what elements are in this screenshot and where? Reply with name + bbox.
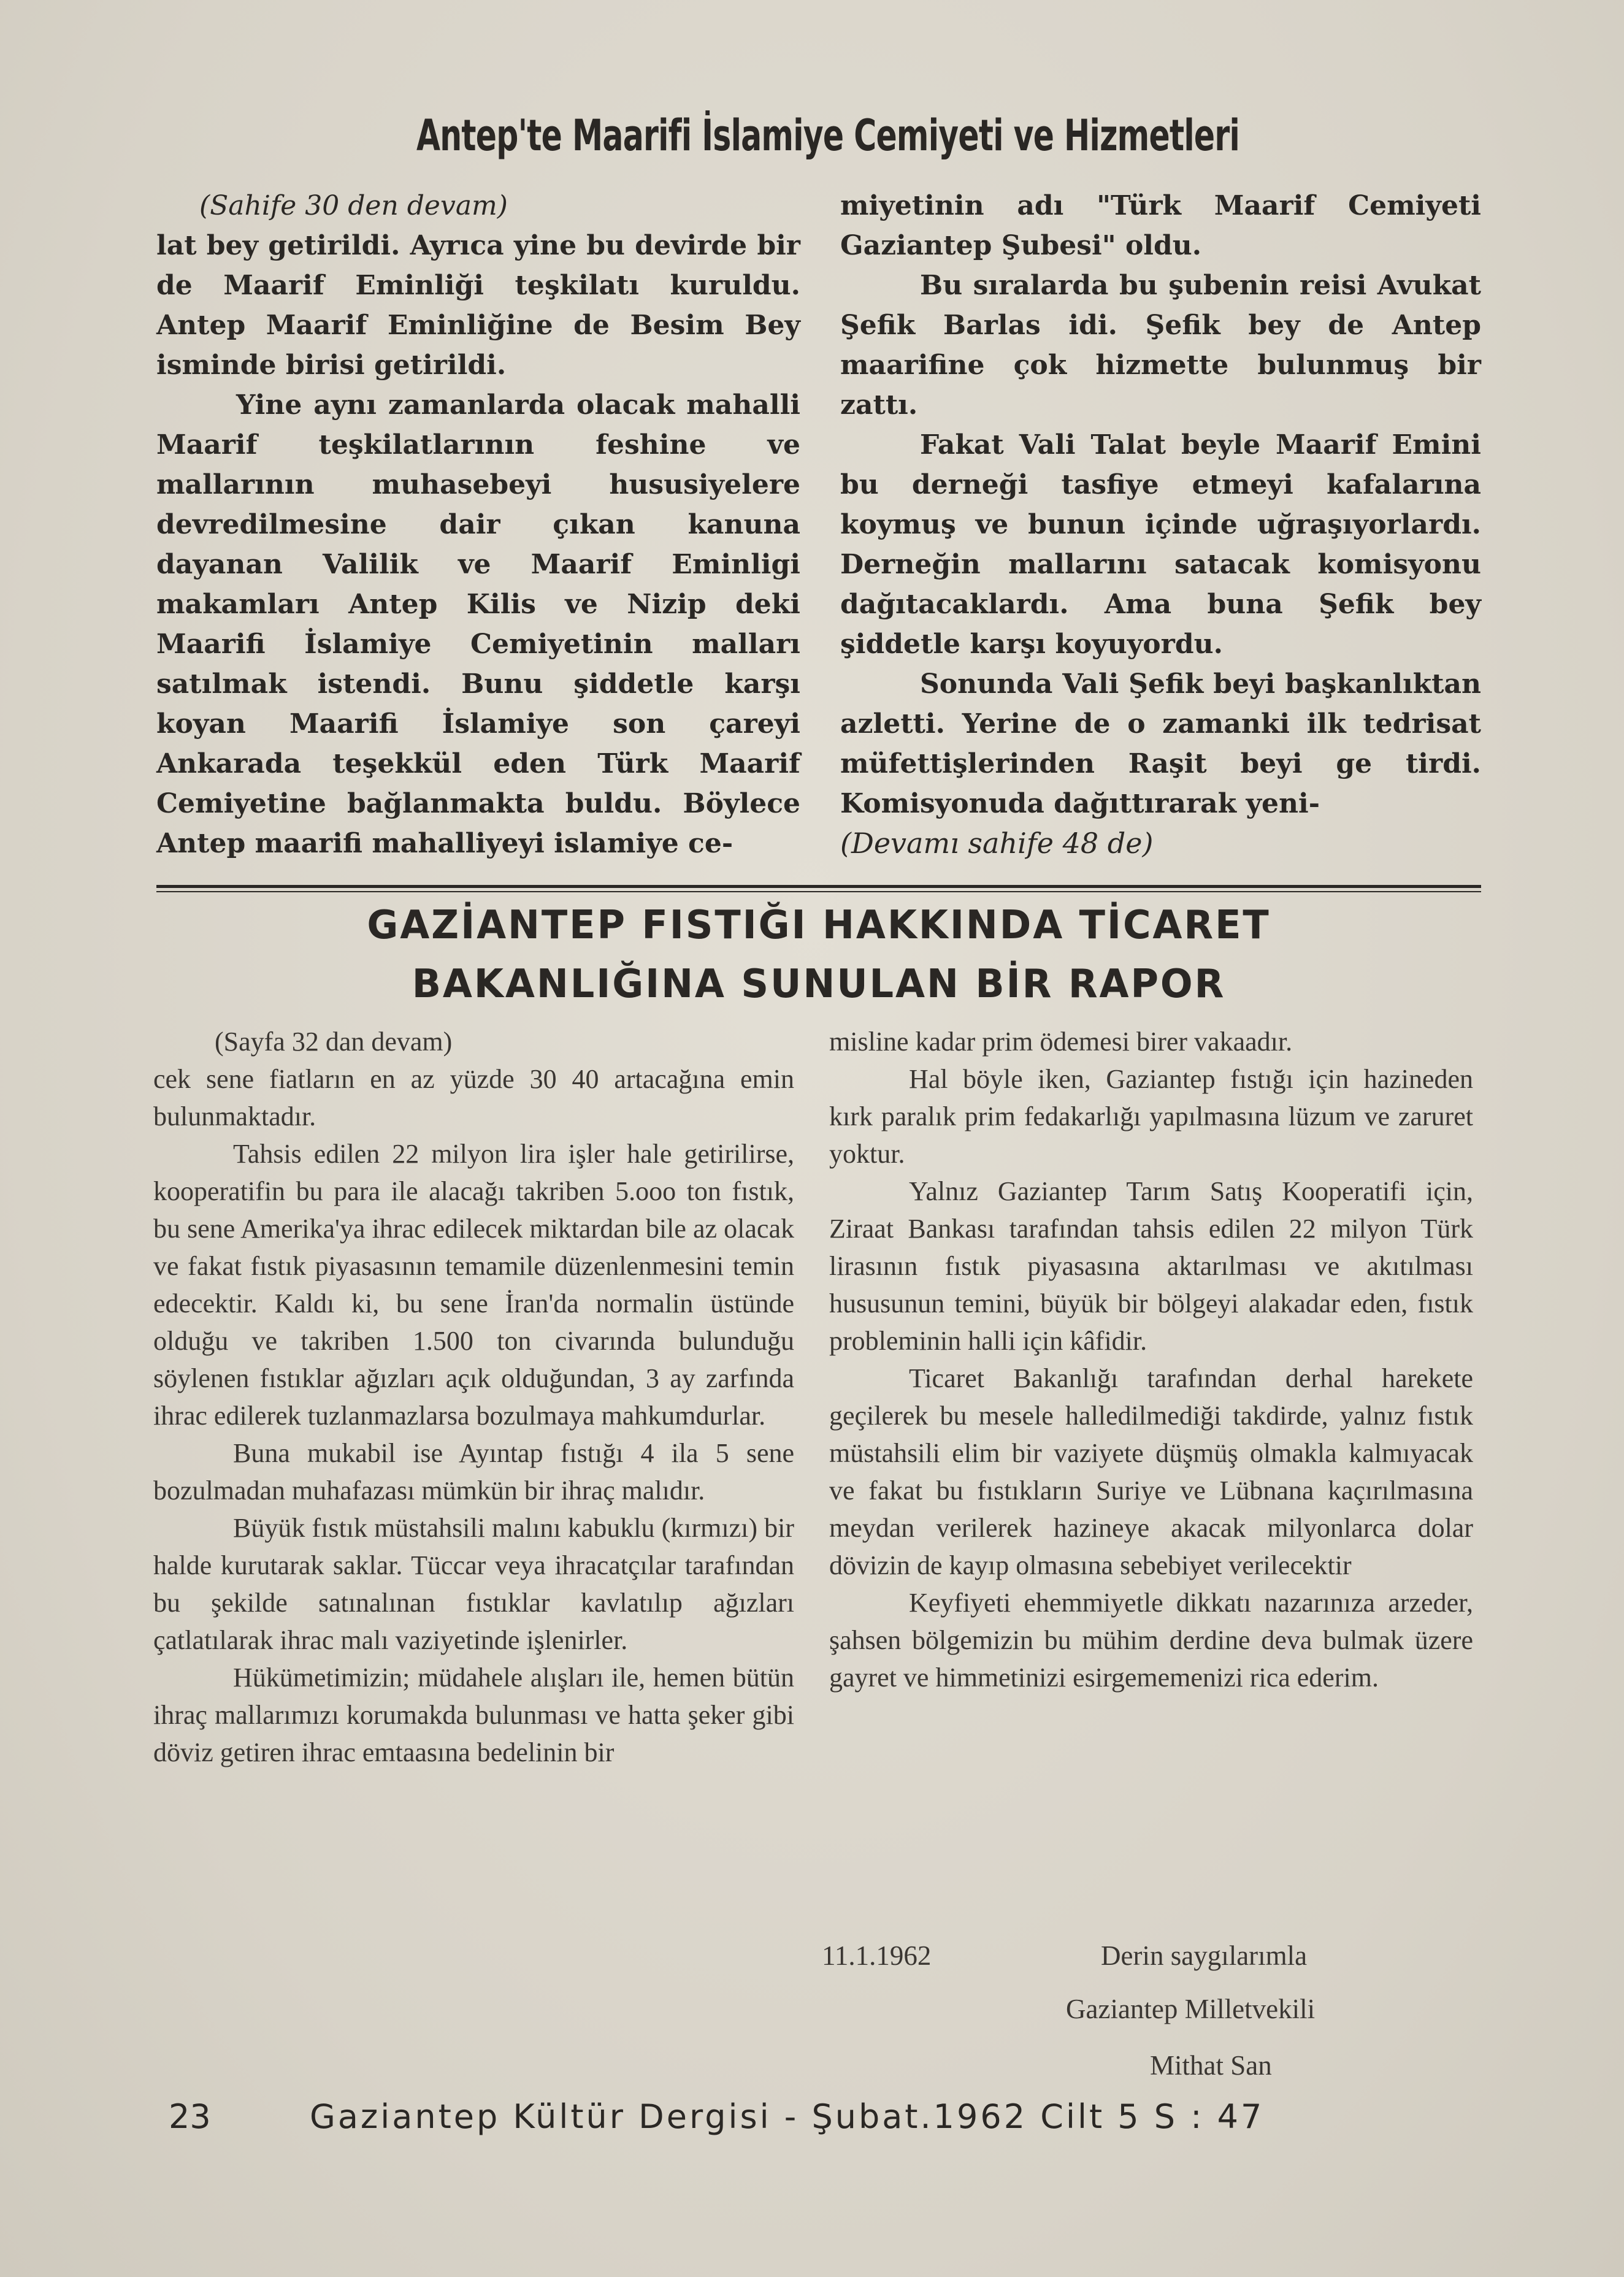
article2-paragraph: Tahsis edilen 22 milyon lira işler hale getirilirse, kooperatifin bu para ile alacağı takriben 5.ooo ton fıstık, bu sene Amerika'ya ihrac edilecek miktardan bile az olacak ve fakat fıstık piyasasının temamile düzenlenmesini temin edecektir. Kaldı ki, bu sene İran'da normalin üstünde olduğu ve takriben 1.500 ton civarında bulunduğu söylenen fıstıklar ağızları açık olduğundan, 3 ay zarfında ihrac edilerek tuzlanmazlarsa bozulmaya mahkumdurlar. <box>153 1139 794 1431</box>
section-divider <box>156 885 1481 888</box>
article2-paragraph: misline kadar prim ödemesi birer vakaadır. <box>829 1027 1293 1057</box>
article1-paragraph: Fakat Vali Talat beyle Maarif Emini bu derneği tasfiye etmeyi kafalarına koymuş ve bunun içinde uğraşıyorlardı. Derneğin mallarını satacak komisyonu dağıtacaklardı. Ama buna Şefik bey şiddetle karşı koyuyordu. <box>840 429 1481 660</box>
footer-text: Gaziantep Kültür Dergisi - Şubat.1962 Cilt 5 S : 47 <box>310 2097 1265 2136</box>
article2-continued-from: (Sayfa 32 dan devam) <box>215 1027 453 1057</box>
page-number: 23 <box>169 2097 211 2136</box>
article1-paragraph: Bu sıralarda bu şubenin reisi Avukat Şefik Barlas idi. Şefik bey de Antep maarifine çok hizmette bulunmuş bir zattı. <box>840 270 1481 421</box>
article2-title-line2: BAKANLIĞINA SUNULAN BİR RAPOR <box>412 962 1226 1007</box>
article2-paragraph: Hal böyle iken, Gaziantep fıstığı için hazineden kırk paralık prim fedakarlığı yapılmasına lüzum ve zaruret yoktur. <box>829 1064 1473 1169</box>
article2-paragraph: Ticaret Bakanlığı tarafından derhal harekete geçilerek bu mesele halledilmediği takdirde, yalnız fıstık müstahsili elim bir vaziyete düşmüş olmakla kalmıyacak ve fakat bu fıstıkların Suriye ve Lübnana kaçırılmasına meydan verilerek hazineye akacak milyonlarca dolar dövizin de kayıp olmasına sebebiyet verilecektir <box>829 1363 1473 1580</box>
article2-left-column <box>153 1023 794 1771</box>
article1-right-column <box>840 186 1481 863</box>
article2-paragraph: Yalnız Gaziantep Tarım Satış Kooperatifi için, Ziraat Bankası tarafından tahsis edilen 22 milyon Türk lirasının fıstık piyasasına aktarılması ve akıtılması hususunun temini, büyük bir bölgeyi alakadar eden, fıstık probleminin halli için kâfidir. <box>829 1176 1473 1356</box>
article1-continued-to: (Devamı sahife 48 de) <box>840 827 1154 860</box>
article2-paragraph: Büyük fıstık müstahsili malını kabuklu (kırmızı) bir halde kurutarak saklar. Tüccar veya ihracatçılar tarafından bu şekilde satınalınan fıstıklar kavlatılıp ağızları çatlatılarak ihrac malı vaziyetinde işlenirler. <box>153 1513 794 1655</box>
article2-title-line1: GAZİANTEP FISTIĞI HAKKINDA TİCARET <box>367 903 1271 948</box>
article1-paragraph: Yine aynı zamanlarda olacak mahalli Maarif teşkilatlarının feshine ve mallarının muhasebeyi hususiyelere devredilmesine dair çıkan kanuna dayanan Valilik ve Maarif Eminligi makamları Antep Kilis ve Nizip deki Maarifi İslamiye Cemiyetinin malları satılmak istendi. Bunu şiddetle karşı koyan Maarifi İslamiye son çareyi Ankarada teşekkül eden Türk Maarif Cemiyetine bağlanmakta buldu. Böylece Antep maarifi mahalliyeyi islamiye ce- <box>156 389 800 859</box>
article2-paragraph: Hükümetimizin; müdahele alışları ile, hemen bütün ihraç mallarımızı korumakda bulunması ve hatta şeker gibi döviz getiren ihrac emtaasına bedelinin bir <box>153 1663 794 1767</box>
article1-continued-from: (Sahife 30 den devam) <box>199 190 508 221</box>
article1-left-column <box>156 186 800 863</box>
article1-paragraph: Sonunda Vali Şefik beyi başkanlıktan azletti. Yerine de o zamanki ilk tedrisat müfettişlerinden Raşit beyi ge tirdi. Komisyonuda dağıttırarak yeni- <box>840 668 1481 819</box>
signature-closing: Derin saygılarımla <box>1101 1940 1308 1971</box>
article2-paragraph: Buna mukabil ise Ayıntap fıstığı 4 ila 5 sene bozulmadan muhafazası mümkün bir ihraç malıdır. <box>153 1438 794 1506</box>
article1-title: Antep'te Maarifi İslamiye Cemiyeti ve Hizmetleri <box>416 110 1240 161</box>
article2-right-column <box>829 1023 1473 1696</box>
article2-paragraph: cek sene fiatların en az yüzde 30 40 artacağına emin bulunmaktadır. <box>153 1064 794 1131</box>
signature-name: Mithat San <box>1150 2050 1272 2081</box>
section-divider-thin <box>156 891 1481 892</box>
signature-role: Gaziantep Milletvekili <box>1066 1994 1316 2024</box>
article2-paragraph: Keyfiyeti ehemmiyetle dikkatı nazarınıza arzeder, şahsen bölgemizin bu mühim derdine deva bulmak üzere gayret ve himmetinizi esirgememenizi rica ederim. <box>829 1588 1473 1693</box>
signature-date: 11.1.1962 <box>822 1940 932 1971</box>
article1-paragraph: miyetinin adı "Türk Maarif Cemiyeti Gaziantep Şubesi" oldu. <box>840 190 1481 261</box>
article1-paragraph: lat bey getirildi. Ayrıca yine bu devirde bir de Maarif Eminliği teşkilatı kuruldu. Antep Maarif Eminliğine de Besim Bey isminde birisi getirildi. <box>156 230 800 381</box>
